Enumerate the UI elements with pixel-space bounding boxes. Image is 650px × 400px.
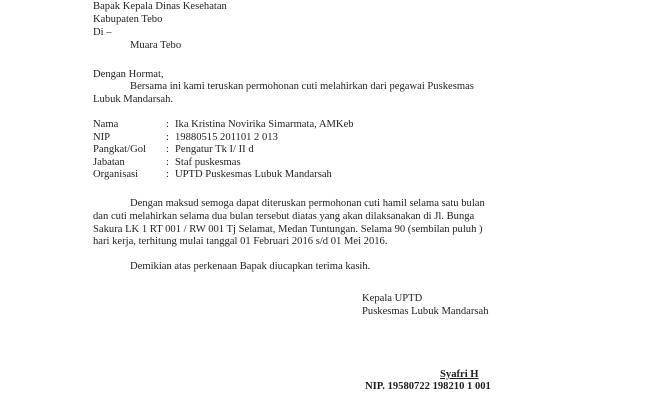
recipient-city: Muara Tebo — [130, 40, 182, 51]
purpose-line-3: Sakura LK 1 RT 001 / RW 001 Tj Selamat, Medan Tuntungan. Selama 90 (sembilan puluh ) — [93, 224, 483, 235]
employee-nip-value: 19880515 201101 2 013 — [175, 132, 278, 143]
employee-position-sep: : — [166, 157, 169, 168]
employee-rank-value: Pengatur Tk I/ II d — [175, 144, 254, 155]
salutation: Dengan Hormat, — [93, 69, 164, 80]
employee-rank-label: Pangkat/Gol — [93, 144, 146, 155]
purpose-line-1: Dengan maksud semoga dapat diteruskan permohonan cuti hamil selama satu bulan — [130, 198, 485, 209]
recipient-line-2: Kabupaten Tebo — [93, 14, 163, 25]
signature-title-line-1: Kepala UPTD — [362, 293, 423, 304]
recipient-line-3: Di – — [93, 27, 112, 38]
signature-title-line-2: Puskesmas Lubuk Mandarsah — [362, 306, 489, 317]
opening-body-line-1: Bersama ini kami teruskan permohonan cuti melahirkan dari pegawai Puskesmas — [130, 81, 474, 92]
employee-name-label: Nama — [93, 119, 119, 130]
employee-organization-label: Organisasi — [93, 169, 139, 180]
employee-nip-sep: : — [166, 132, 169, 143]
signatory-nip: NIP. 19580722 198210 1 001 — [365, 381, 491, 392]
purpose-line-4: hari kerja, terhitung mulai tanggal 01 Februari 2016 s/d 01 Mei 2016. — [93, 236, 388, 247]
opening-body-line-2: Lubuk Mandarsah. — [93, 94, 174, 105]
recipient-line-1: Bapak Kepala Dinas Kesehatan — [93, 1, 227, 12]
closing-sentence: Demikian atas perkenaan Bapak diucapkan terima kasih. — [130, 261, 371, 272]
employee-organization-value: UPTD Puskesmas Lubuk Mandarsah — [175, 169, 332, 180]
employee-nip-label: NIP — [93, 132, 111, 143]
employee-position-label: Jabatan — [93, 157, 125, 168]
purpose-line-2: dan cuti melahirkan selama dua bulan tersebut diatas yang akan dilaksanakan di Jl. Bunga — [93, 211, 475, 222]
employee-rank-sep: : — [166, 144, 169, 155]
employee-organization-sep: : — [166, 169, 169, 180]
signatory-name: Syafri H — [440, 369, 479, 380]
employee-name-value: Ika Kristina Novirika Simarmata, AMKeb — [175, 119, 354, 130]
employee-position-value: Staf puskesmas — [175, 157, 241, 168]
employee-name-sep: : — [166, 119, 169, 130]
